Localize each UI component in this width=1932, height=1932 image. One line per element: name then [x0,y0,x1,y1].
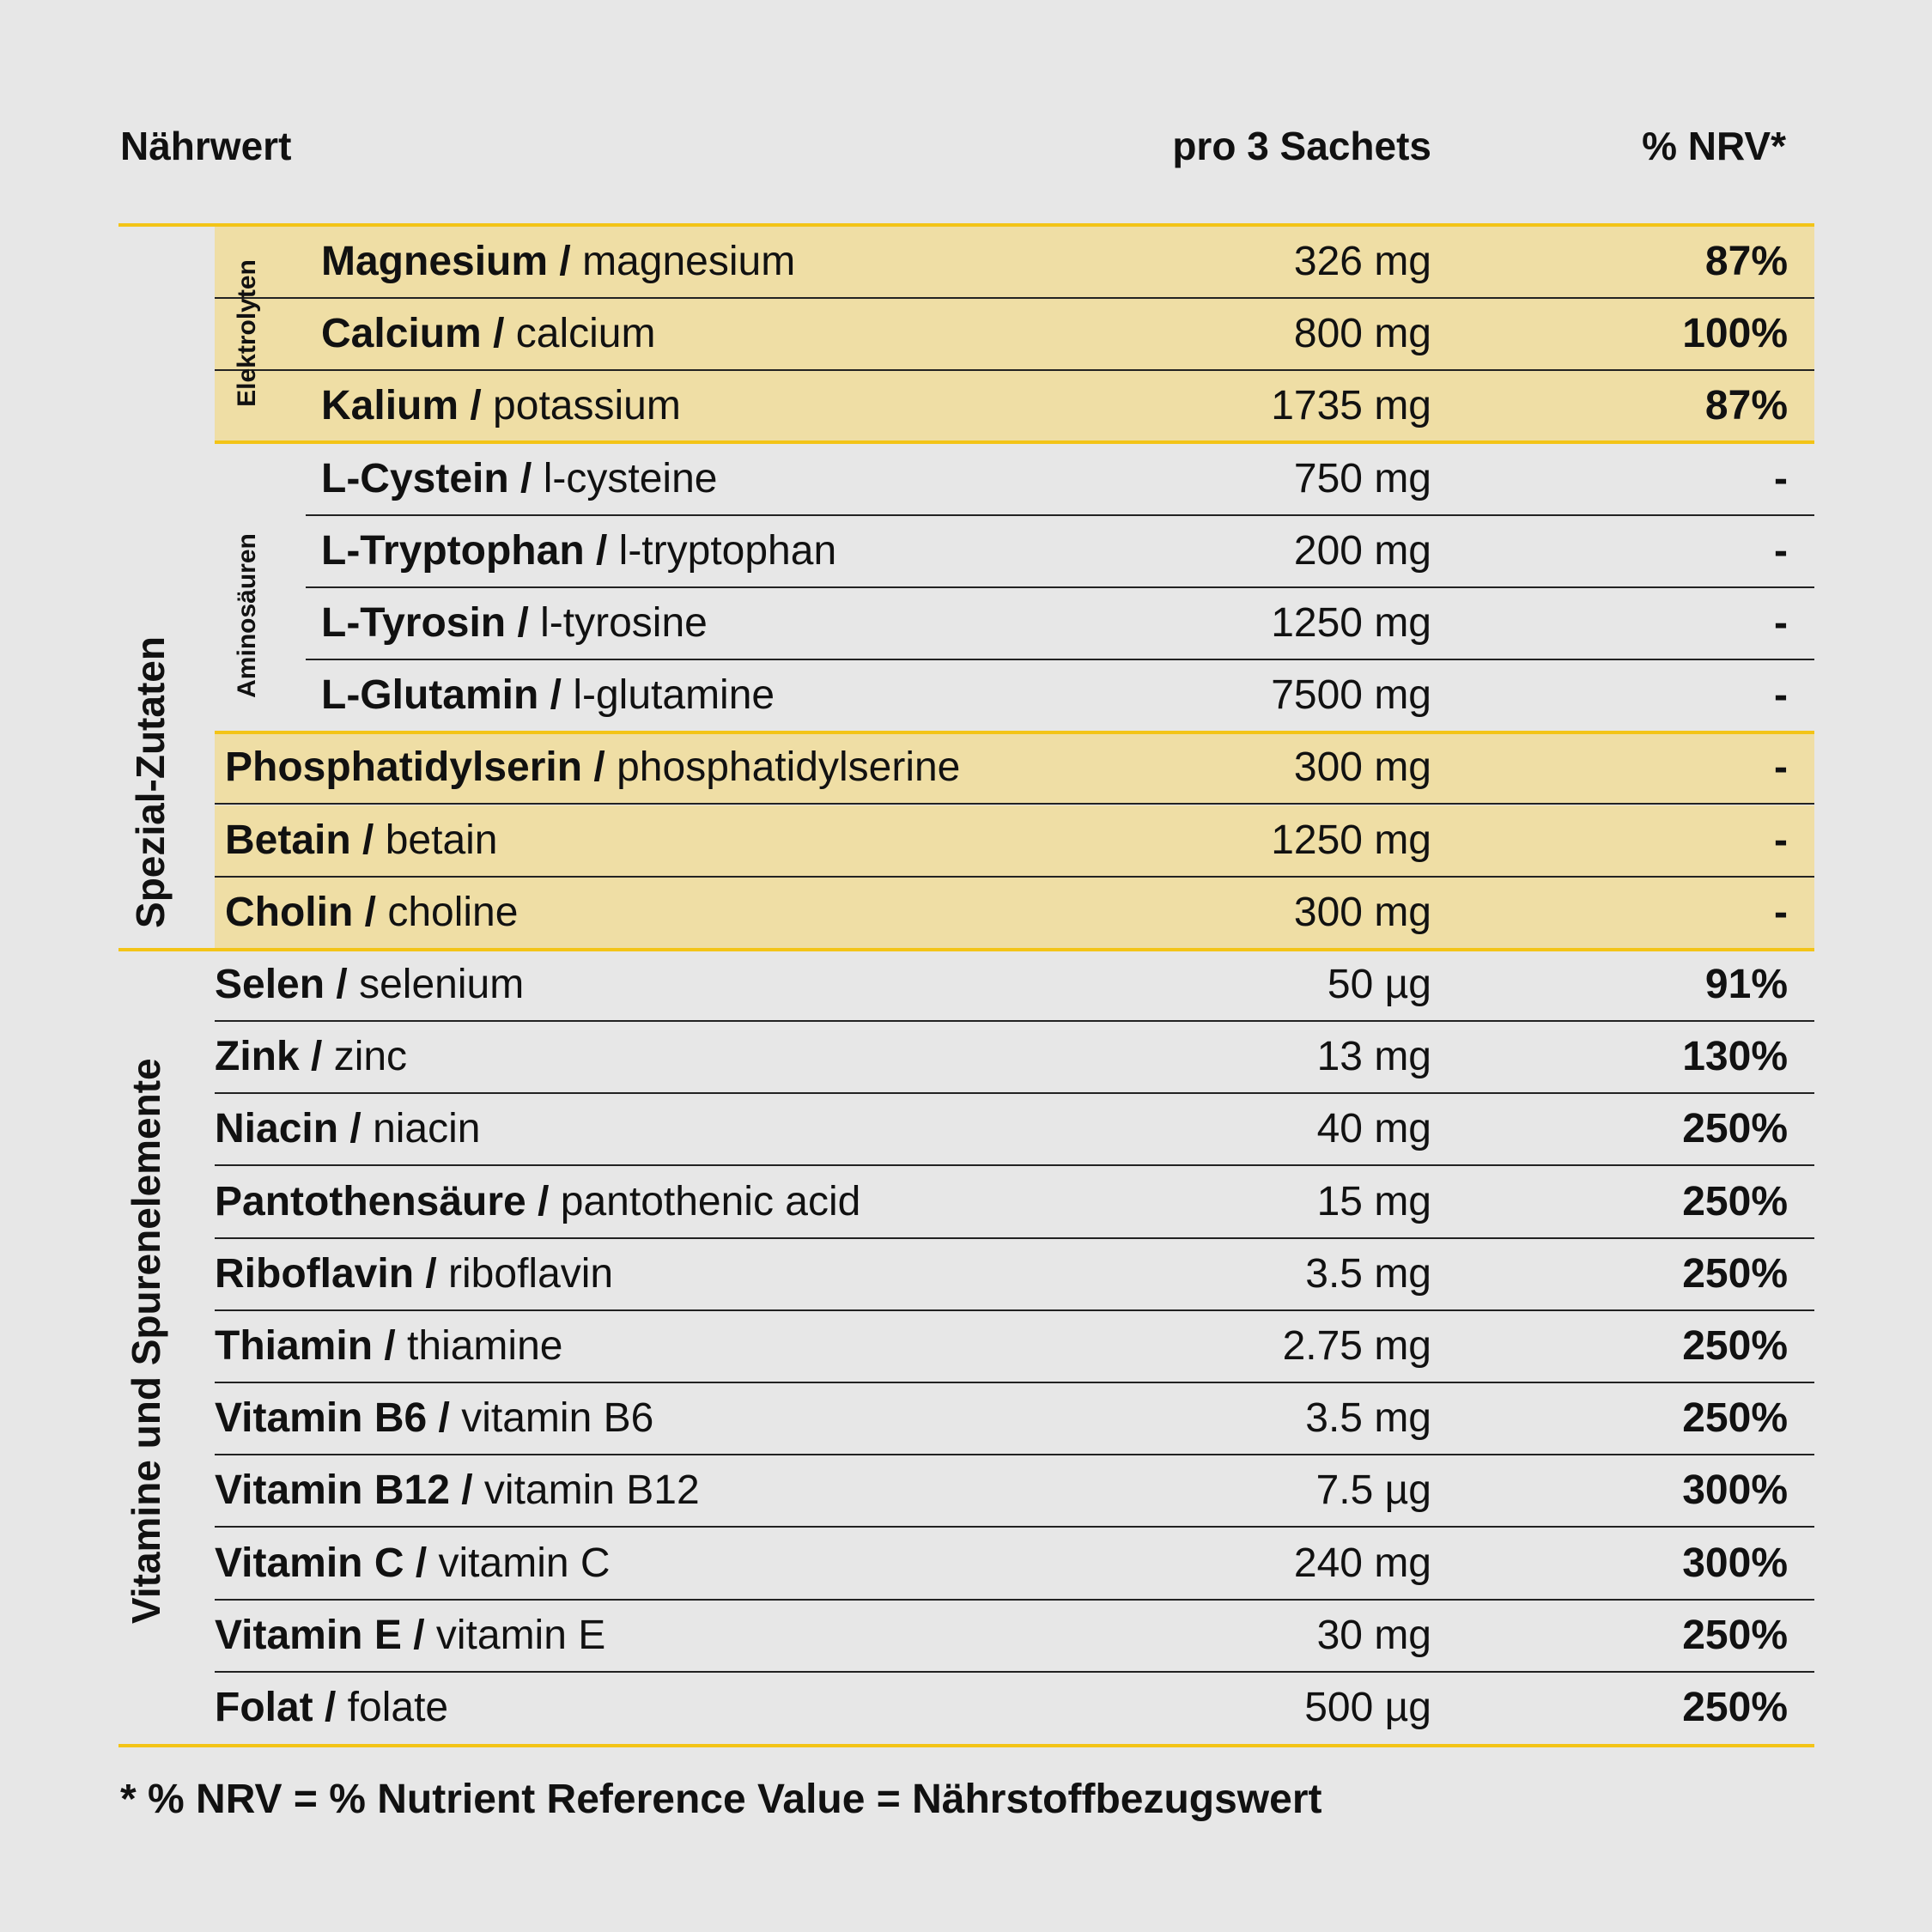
amount-value: 13 mg [1316,1034,1431,1079]
nutrient-name-en: potassium [493,383,681,428]
separator-slash: / [353,890,388,935]
nutrient-name-de: Betain [225,817,351,863]
nutrient-name-de: Phosphatidylserin [225,744,583,790]
table-row [215,227,1814,299]
separator-slash: / [427,1395,462,1441]
nutrient-name-en: phosphatidylserine [617,744,961,790]
amount-value: 7500 mg [1271,672,1431,718]
nrv-value: 250% [1682,1395,1788,1441]
nutrient-name [321,227,795,297]
separator-slash: / [313,1685,348,1730]
nutrient-name [215,1673,448,1743]
nrv-value: 300% [1682,1540,1788,1586]
amount-value: 30 mg [1316,1613,1431,1658]
nutrient-name-en: riboflavin [448,1251,614,1297]
table-row [306,588,1814,660]
amount-value: 1250 mg [1271,600,1431,646]
separator-slash: / [414,1251,449,1297]
separator-slash: / [325,962,360,1007]
nrv-value: 250% [1682,1179,1788,1224]
table-row [215,1383,1814,1455]
nutrient-name-de: Vitamin C [215,1540,404,1586]
column-header-nutrient: Nährwert [120,124,292,168]
nutrient-name-en: calcium [515,311,656,356]
amount-value: 3.5 mg [1305,1251,1431,1297]
nutrient-name [215,1094,480,1164]
nutrient-name-de: Thiamin [215,1323,374,1369]
separator-slash: / [508,456,544,501]
nutrient-name-en: thiamine [407,1323,563,1369]
nutrient-name-de: Cholin [225,890,354,935]
nrv-value: - [1774,528,1788,574]
nutrient-name-de: Kalium [321,383,459,428]
nutrient-name-en: betain [385,817,498,863]
nutrient-name-de: Magnesium [321,239,549,284]
amount-value: 3.5 mg [1305,1395,1431,1441]
amount-value: 500 µg [1304,1685,1431,1730]
nrv-value: 250% [1682,1251,1788,1297]
nutrient-name [321,371,681,441]
nutrient-name-de: Vitamin B12 [215,1467,450,1513]
amount-value: 240 mg [1293,1540,1431,1586]
column-header-amount: pro 3 Sachets [1172,124,1431,168]
amount-value: 326 mg [1293,239,1431,284]
amount-value: 50 µg [1327,962,1431,1007]
nrv-value: - [1774,890,1788,935]
nutrient-name [225,805,498,876]
nutrient-name-de: Vitamin B6 [215,1395,428,1441]
table-row [215,299,1814,371]
column-header-nrv: % NRV* [1642,124,1786,168]
nutrient-name-de: Pantothensäure [215,1179,526,1224]
table-row [215,1167,1814,1239]
separator-slash: / [338,1106,374,1151]
nutrient-name-en: vitamin C [438,1540,611,1586]
separator-slash: / [373,1323,408,1369]
table-row [306,444,1814,516]
nutrient-name [321,588,708,659]
nutrient-name-en: vitamin B6 [461,1395,654,1441]
nutrient-name-de: Zink [215,1034,300,1079]
nutrient-name [215,1311,562,1382]
nutrient-name [215,1383,653,1454]
separator-slash: / [481,311,516,356]
table-row [215,805,1814,878]
nutrient-name-en: folate [347,1685,449,1730]
nrv-value: 300% [1682,1467,1788,1513]
nutrient-name [215,1528,611,1599]
separator-slash: / [404,1540,439,1586]
amino-bottom-line [215,731,1814,734]
nrv-value: 130% [1682,1034,1788,1079]
separator-slash: / [538,672,574,718]
nutrient-name-en: vitamin E [435,1613,606,1658]
amount-value: 200 mg [1293,528,1431,574]
separator-slash: / [350,817,386,863]
nrv-value: - [1774,456,1788,501]
separator-slash: / [526,1179,561,1224]
nutrient-name-en: l-tryptophan [618,528,837,574]
nrv-value: 87% [1704,239,1788,284]
nutrient-name-en: zinc [333,1034,408,1079]
nutrient-name [321,660,775,731]
table-row [306,660,1814,732]
amount-value: 300 mg [1293,890,1431,935]
nutrient-name-de: Calcium [321,311,482,356]
separator-slash: / [459,383,494,428]
table-row [215,1601,1814,1673]
nutrient-name-de: Selen [215,962,325,1007]
nutrient-name-en: choline [387,890,519,935]
nutrient-name-de: Riboflavin [215,1251,415,1297]
nrv-value: 100% [1682,311,1788,356]
amount-value: 15 mg [1316,1179,1431,1224]
group-label-electrolytes: Elektrolyten [233,259,261,407]
amount-value: 300 mg [1293,744,1431,790]
nutrient-name-de: Vitamin E [215,1613,402,1658]
nrv-value: - [1774,672,1788,718]
table-row [215,1239,1814,1311]
separator-slash: / [506,600,541,646]
nutrient-name-en: l-tyrosine [540,600,708,646]
table-row [306,516,1814,588]
nutrient-name [215,1239,613,1309]
nutrient-name [321,299,655,369]
nrv-value: 250% [1682,1685,1788,1730]
special-bottom-line [118,948,1814,951]
nrv-value: - [1774,600,1788,646]
nutrient-name [321,516,836,586]
nutrient-name [215,1167,860,1237]
nutrient-name-de: L-Tryptophan [321,528,585,574]
table-row [215,950,1814,1022]
separator-slash: / [548,239,583,284]
table-row [215,1311,1814,1383]
amount-value: 40 mg [1316,1106,1431,1151]
bottom-accent-line [118,1744,1814,1747]
nutrient-name [215,950,524,1020]
amount-value: 2.75 mg [1282,1323,1431,1369]
nutrient-name-de: L-Tyrosin [321,600,507,646]
nrv-value: 250% [1682,1323,1788,1369]
nutrient-name-de: Folat [215,1685,313,1730]
nrv-value: 250% [1682,1613,1788,1658]
nutrient-name-en: l-glutamine [573,672,775,718]
nutrient-name-en: niacin [373,1106,481,1151]
nutrient-name [225,732,960,803]
nutrient-name-de: Niacin [215,1106,339,1151]
top-accent-line [118,223,1814,227]
table-row [215,732,1814,805]
separator-slash: / [582,744,617,790]
separator-slash: / [584,528,619,574]
nutrient-name [321,444,717,514]
nrv-value: 91% [1704,962,1788,1007]
group-label-vitamins: Vitamine und Spurenelemente [124,1058,168,1624]
nrv-value: 250% [1682,1106,1788,1151]
nrv-value: 87% [1704,383,1788,428]
amount-value: 750 mg [1293,456,1431,501]
nutrient-name-en: vitamin B12 [483,1467,700,1513]
table-row [215,878,1814,950]
separator-slash: / [401,1613,436,1658]
table-row [215,1094,1814,1166]
group-label-special: Spezial-Zutaten [128,636,173,928]
footnote: * % NRV = % Nutrient Reference Value = Nährstoffbezugswert [120,1777,1322,1822]
separator-slash: / [299,1034,334,1079]
nutrient-name-en: pantothenic acid [560,1179,861,1224]
amount-value: 800 mg [1293,311,1431,356]
amount-value: 1735 mg [1271,383,1431,428]
nutrient-name-en: selenium [359,962,525,1007]
amount-value: 1250 mg [1271,817,1431,863]
group-label-amino: Aminosäuren [233,533,261,698]
nutrient-name [225,878,518,948]
nutrient-name-de: L-Cystein [321,456,509,501]
nutrient-name-en: l-cysteine [543,456,718,501]
table-row [215,371,1814,443]
nutrient-name [215,1455,700,1526]
nutrient-name-de: L-Glutamin [321,672,539,718]
separator-slash: / [449,1467,484,1513]
electrolytes-bottom-line [215,440,1814,444]
table-row [215,1022,1814,1094]
amount-value: 7.5 µg [1315,1467,1431,1513]
table-row [215,1673,1814,1745]
nutrient-name [215,1601,605,1671]
table-row [215,1455,1814,1528]
nrv-value: - [1774,744,1788,790]
table-row [215,1528,1814,1601]
nutrient-name [215,1022,407,1092]
nrv-value: - [1774,817,1788,863]
nutrient-name-en: magnesium [582,239,796,284]
